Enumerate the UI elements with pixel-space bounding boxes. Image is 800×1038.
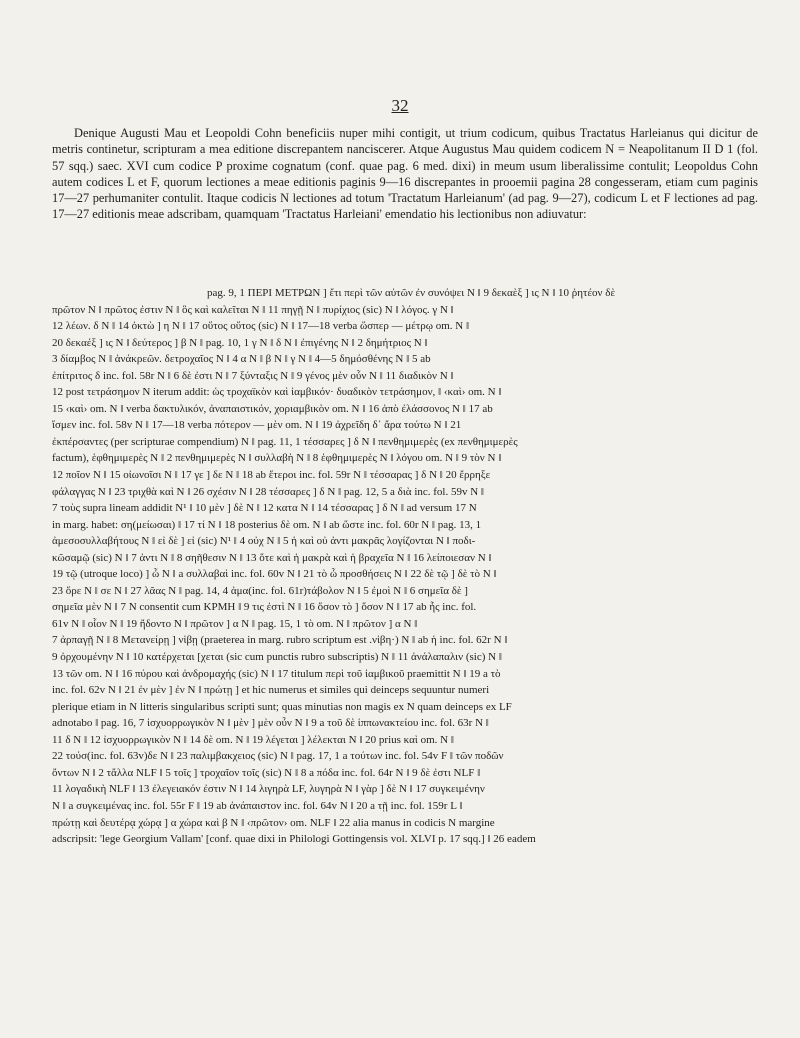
- apparatus-line: 61v N ‖ οἷον N ‖ 19 ἤδοντο N ‖ πρῶτον ] α N ‖ pag. 15, 1 τὸ om. N ‖ πρῶτον ] α N ‖: [52, 617, 418, 630]
- intro-paragraph: Denique Augusti Mau et Leopoldi Cohn beneficiis nuper mihi contigit, ut trium codicum, quibus Tractatus Harleianus qui dicitur de metris continetur, scripturam a mea editione discrepantem nanciscerer. Atque Augustus Mau quidem codicem N = Neapolitanum II D 1 (fol. 57 sqq.) saec. XVI cum codice P proxime cognatum (conf. quae pag. 6 med. dixi) in meum usum liberalissime contulit; Leopoldus Cohn autem codices L et F, quorum lectiones a meae editionis paginis 9—16 discrepantes in prooemii pagina 28 congesseram, etiam cum paginis 17—27 perhumaniter contulit. Itaque codicis N lectiones ad totum 'Tractatum Harleianum' (ad pag. 9—27), codicum L et F lectiones ad pag. 17—27 editionis meae adscribam, quamquam 'Tractatus Harleiani' emendatio his lectionibus non adiuvatur:: [52, 126, 758, 222]
- apparatus-line: 7 ἀρπαγῇ N ‖ 8 Μετανείρῃ ] νἱβῃ (praeterea in marg. rubro scriptum est .νἱβη·) N ‖ ab ἡ inc. fol. 62r N ‖: [52, 634, 508, 647]
- apparatus-line: adnotabo ‖ pag. 16, 7 ἰσχυορρωγικὸν N ‖ μὲν ] μὲν οὖν N ‖ 9 a τοῦ δὲ ἱππωνακτείου inc. fol. 63r N ‖: [52, 717, 489, 730]
- apparatus-line: inc. fol. 62v N ‖ 21 ἐν μὲν ] ἐν N ‖ πρώτῃ ] et hic numerus et similes qui deinceps sequuntur numeri: [52, 684, 490, 697]
- apparatus-line: 9 ὀρχουμένην N ‖ 10 κατέρχεται [χεται (sic cum punctis rubro subscriptis) N ‖ 11 ἀνάλαπαλιν (sic) N ‖: [52, 651, 502, 664]
- apparatus-line: pag. 9, 1 ΠΕΡΙ ΜΕΤΡΩΝ ] ἔτι περὶ τῶν αὐτῶν ἐν συνόψει N ‖ 9 δεκαὲξ ] ις N ‖ 10 ῥητέον δὲ: [207, 287, 616, 299]
- critical-apparatus: [52, 285, 760, 848]
- page-number: 32: [391, 96, 409, 115]
- apparatus-line: 3 δίαμβος N ‖ ἀνάκρεῶν. δετροχαῖος N ‖ 4 α N ‖ β N ‖ γ N ‖ 4—5 δημόσθένης N ‖ 5 ab: [52, 353, 431, 366]
- apparatus-line: πρώτῃ καὶ δευτέρᾳ χώρᾳ ] α χώρα καὶ β N ‖ ‹πρῶτον› om. NLF ‖ 22 alia manus in codicis N margine: [52, 816, 495, 829]
- apparatus-line: ἐπίτριτος δ inc. fol. 58r N ‖ 6 δὲ ἐστι N ‖ 7 ξύνταξις N ‖ 9 γένος μὲν οὖν N ‖ 11 διαδικὸν N ‖: [52, 369, 454, 382]
- apparatus-line: σημεῖα μὲν N ‖ 7 N consentit cum KPMH ‖ 9 τις ἐστὶ N ‖ 16 ὅσον τὸ ] ὅσον N ‖ 17 ab ἧς inc. fol.: [52, 601, 477, 614]
- apparatus-line: κῶσαμῷ (sic) N ‖ 7 ἀντι N ‖ 8 σηῆθεσιν N ‖ 13 ὅτε καὶ ἡ μακρὰ καὶ ἡ βραχεῖα N ‖ 16 λείποιεσαν N ‖: [52, 551, 492, 564]
- apparatus-line: ὄντων N ‖ 2 τἄλλα NLF ‖ 5 τοῖς ] τροχαῖον τοῖς (sic) N ‖ 8 a πόδα inc. fol. 64r N ‖ 9 δὲ ἐστι NLF ‖: [52, 766, 481, 779]
- apparatus-line: 11 δ N ‖ 12 ἰσχυορρωγικὸν N ‖ 14 δὲ om. N ‖ 19 λέγεται ] λέλεκται N ‖ 20 prius καὶ om. N ‖: [52, 733, 454, 746]
- apparatus-line: adscripsit: 'lege Georgium Vallam' [conf. quae dixi in Philologi Gottingensis vol. XLVI p. 17 sqq.] ‖ 26 eadem: [52, 833, 536, 846]
- apparatus-line: 12 post τετράσημον N iterum addit: ὡς τροχαϊκὸν καὶ ἰαμβικόν· δυαδικὸν τετράσημον, ‖ ‹καὶ› om. N ‖: [52, 386, 502, 399]
- apparatus-line: ἴσμεν inc. fol. 58v N ‖ 17—18 verba πότερον — μὲν om. N ‖ 19 ἀχρεῖδη δ᾽ ἄρα τούτω N ‖ 21: [52, 419, 462, 432]
- apparatus-line: 12 λέων. δ N ‖ 14 ὀκτὼ ] η N ‖ 17 οὕτος οὕτος (sic) N ‖ 17—18 verba ὥσπερ — μέτρῳ om. N ‖: [52, 320, 470, 333]
- apparatus-line: 20 δεκαέξ ] ις N ‖ δεύτερος ] β N ‖ pag. 10, 1 γ N ‖ δ N ‖ ἐπιγένης N ‖ 2 δημήτριος N ‖: [52, 336, 428, 349]
- apparatus-line: πρῶτον N ‖ πρῶτος ἐστιν N ‖ ὃς καὶ καλεῖται N ‖ 11 πηγῇ N ‖ πυρίχιος (sic) N ‖ λόγος. γ N ‖: [52, 303, 454, 316]
- apparatus-line: 12 ποῖον N ‖ 15 οἰωνοῖσι N ‖ 17 γε ] δε N ‖ 18 ab ἕτεροι inc. fol. 59r N ‖ τέσσαρας ] δ N ‖ 20 ἔρρηξε: [52, 469, 491, 482]
- apparatus-line: N ‖ a συγκειμένας inc. fol. 55r F ‖ 19 ab ἀνάπαιστον inc. fol. 64v N ‖ 20 a τῇ inc. fol. 159r L ‖: [52, 799, 463, 812]
- apparatus-line: plerique etiam in N litteris singularibus scripti sunt; quas minutias non magis ex N quam deinceps ex LF: [52, 700, 512, 713]
- apparatus-line: 22 τούσ(inc. fol. 63v)δε N ‖ 23 παλιμβακχειος (sic) N ‖ pag. 17, 1 a τούτων inc. fol. 54v F ‖ τῶν ποδῶν: [52, 750, 504, 763]
- apparatus-line: 13 τῶν om. N ‖ 16 πύρου καὶ ἀνδρομαχής (sic) N ‖ 17 titulum περὶ τοῦ ἰαμβικοῦ praemittit N ‖ 19 a τὸ: [52, 667, 501, 680]
- apparatus-line: 7 τοὺς supra lineam addidit N¹ ‖ 10 μὲν ] δὲ N ‖ 12 κατα N ‖ 14 τέσσαρας ] δ N ‖ ad versum 17 N: [52, 502, 477, 515]
- apparatus-line: φάλαγγας N ‖ 23 τριχθὰ καὶ N ‖ 26 σχέσιν N ‖ 28 τέσσαρες ] δ N ‖ pag. 12, 5 a διὰ inc. fol. 59v N ‖: [52, 485, 485, 498]
- apparatus-line: factum), ἑφθημιμερὲς N ‖ 2 πενθημιμερὲς N ‖ συλλαβὴ N ‖ 8 ἑφθημιμερὲς N ‖ λόγου om. N ‖ 9 τὸν N ‖: [52, 452, 502, 465]
- apparatus-line: 11 λογαδικὴ NLF ‖ 13 ἐλεγειακόν ἐστιν N ‖ 14 λιγηρὰ LF, λυγηρὰ N ‖ γὰρ ] δὲ N ‖ 17 συγκειμένην: [52, 783, 485, 796]
- apparatus-line: 19 τῷ (utroque loco) ] ὦ N ‖ a συλλαβαὶ inc. fol. 60v N ‖ 21 τὸ ὦ προσθήσεις N ‖ 22 δὲ τῷ ] δὲ τὸ N ‖: [52, 568, 497, 581]
- apparatus-line: 23 ὅρε N ‖ σε N ‖ 27 λᾶας N ‖ pag. 14, 4 ἀμα(inc. fol. 61r)τάβολον N ‖ 5 ἐμοὶ N ‖ 6 σημεῖα δὲ ]: [52, 584, 468, 597]
- apparatus-line: ἀμεσοσυλλαβήτους N ‖ εἰ δὲ ] εἰ (sic) N¹ ‖ 4 οὐχ N ‖ 5 ἡ καὶ οὐ ἀντι μακρᾶς λογίζονται N ‖ ποδι-: [52, 535, 476, 548]
- apparatus-line: ἐκπέρσαντες (per scripturae compendium) N ‖ pag. 11, 1 τέσσαρες ] δ N ‖ πενθημιμερὲς (ex πενθημιμερὲς: [52, 435, 518, 448]
- apparatus-line: 15 ‹καὶ› om. N ‖ verba δακτυλικόν, ἀναπαιστικόν, χοριαμβικὸν om. N ‖ 16 ἀπὸ ἐλάσσονος N ‖ 17 ab: [52, 402, 493, 415]
- apparatus-line: in marg. habet: ση(μείωσαι) ‖ 17 τί N ‖ 18 posterius δὲ om. N ‖ ab ὥστε inc. fol. 60r N ‖ pag. 13, 1: [52, 518, 482, 531]
